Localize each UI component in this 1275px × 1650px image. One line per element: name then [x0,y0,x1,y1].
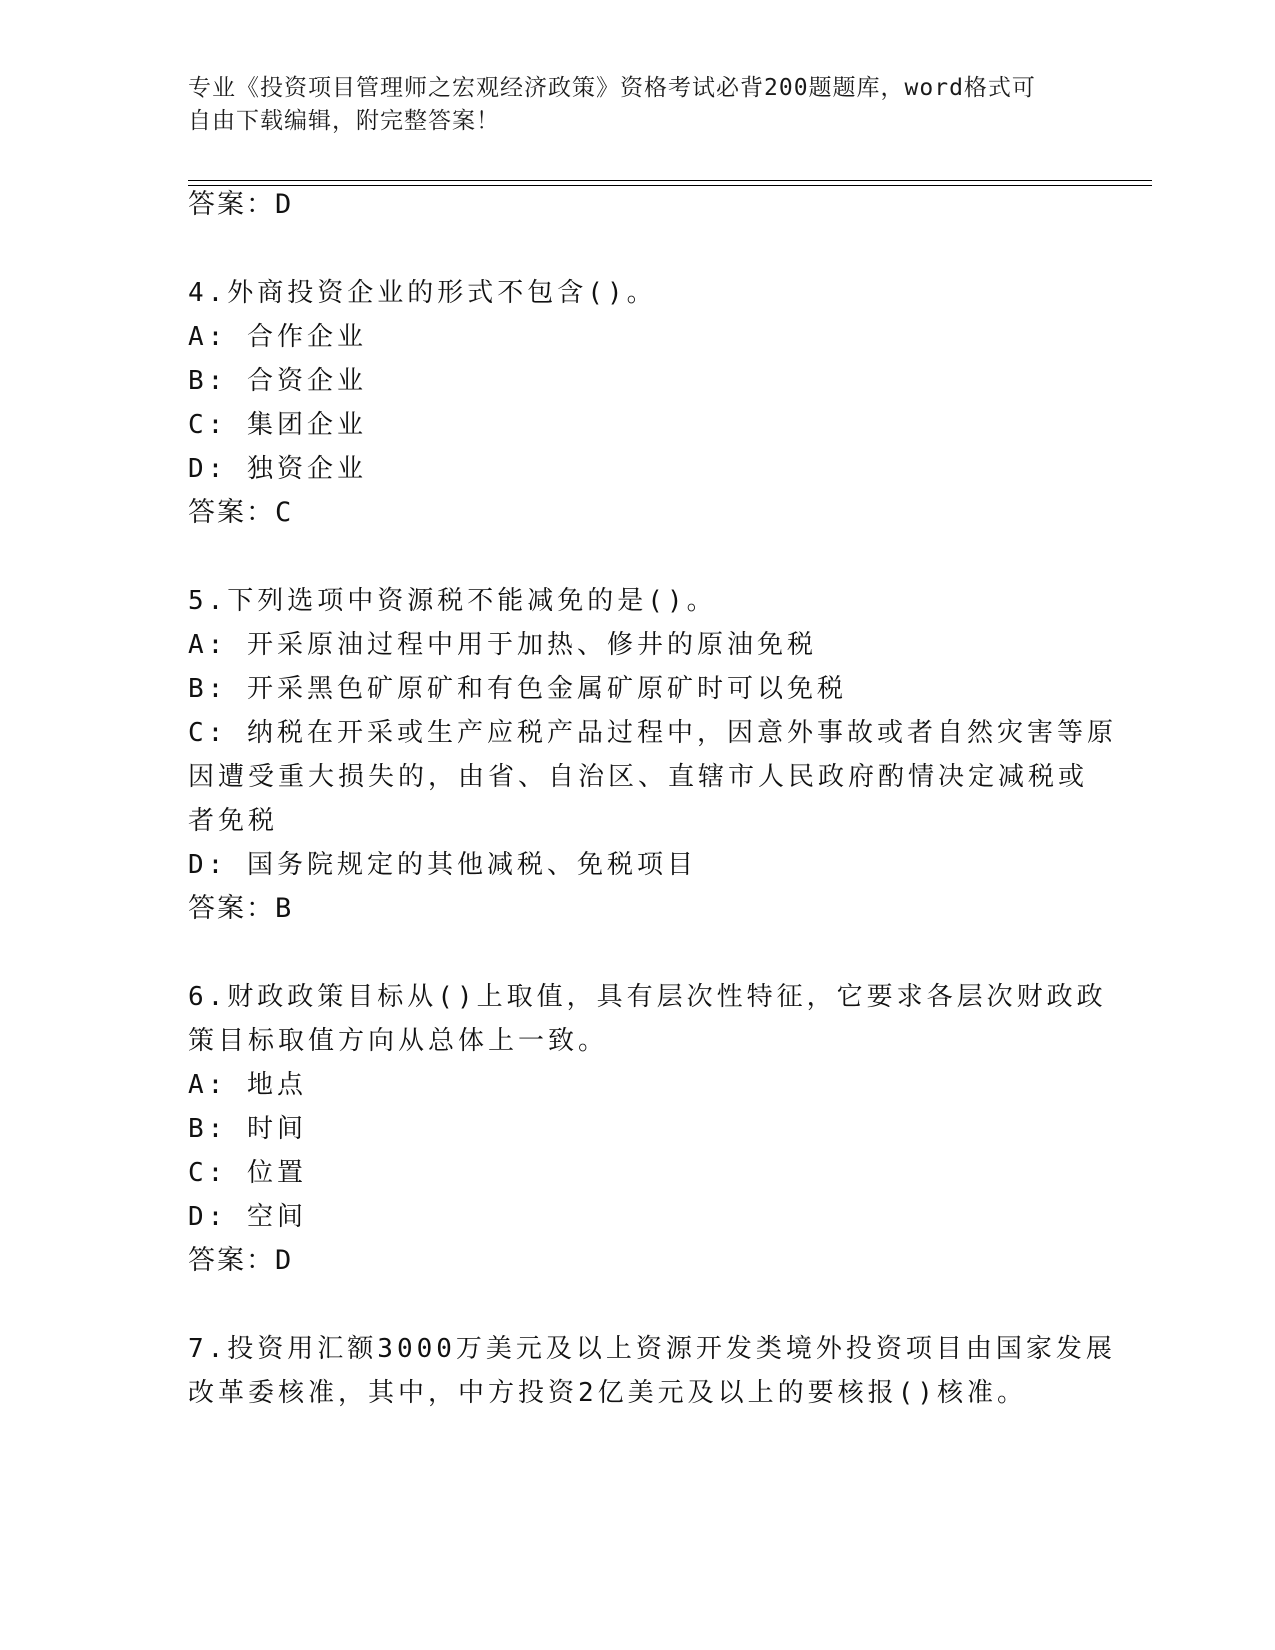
answer-label: 答案： [188,1245,275,1276]
question-6-text-line-1: 6.财政政策目标从()上取值，具有层次性特征，它要求各层次财政政 [188,982,1107,1012]
question-7-text-line-1: 7.投资用汇额3000万美元及以上资源开发类境外投资项目由国家发展 [188,1334,1116,1364]
header-line-2: 自由下载编辑，附完整答案！ [188,108,500,134]
question-7-text-line-2: 改革委核准，其中，中方投资2亿美元及以上的要核报()核准。 [188,1378,1027,1408]
question-6-option-d: D: 空间 [188,1202,307,1232]
answer-label: 答案： [188,497,275,528]
question-4-option-a: A: 合作企业 [188,322,367,352]
question-5-option-c-line-2: 因遭受重大损失的，由省、自治区、直辖市人民政府酌情决定减税或 [188,762,1089,792]
question-6-text-line-2: 策目标取值方向从总体上一致。 [188,1026,609,1056]
question-5-option-a: A: 开采原油过程中用于加热、修井的原油免税 [188,630,817,660]
question-4-text: 4.外商投资企业的形式不包含()。 [188,278,657,308]
answer-value: D [275,189,294,220]
answer-q3 [188,190,293,220]
question-5-option-b: B: 开采黑色矿原矿和有色金属矿原矿时可以免税 [188,674,847,704]
question-6-option-c: C: 位置 [188,1158,307,1188]
answer-label: 答案： [188,893,275,924]
question-6-option-a: A: 地点 [188,1070,307,1100]
question-5-text: 5.下列选项中资源税不能减免的是()。 [188,586,717,616]
header-divider-bottom [188,185,1152,186]
answer-label: 答案： [188,189,275,220]
answer-value: D [275,1245,294,1276]
header-line-1: 专业《投资项目管理师之宏观经济政策》资格考试必背200题题库，word格式可 [188,75,1036,101]
question-5-option-c-line-1: C: 纳税在开采或生产应税产品过程中，因意外事故或者自然灾害等原 [188,718,1117,748]
question-4-option-b: B: 合资企业 [188,366,367,396]
question-4-option-c: C: 集团企业 [188,410,367,440]
header-divider-top [188,180,1152,181]
answer-q5 [188,894,293,924]
answer-value: B [275,893,294,924]
question-6-option-b: B: 时间 [188,1114,307,1144]
answer-q6 [188,1246,293,1276]
question-5-option-d: D: 国务院规定的其他减税、免税项目 [188,850,697,880]
question-4-option-d: D: 独资企业 [188,454,367,484]
answer-value: C [275,497,294,528]
question-5-option-c-line-3: 者免税 [188,806,279,836]
document-header [188,72,1068,138]
answer-q4 [188,498,293,528]
